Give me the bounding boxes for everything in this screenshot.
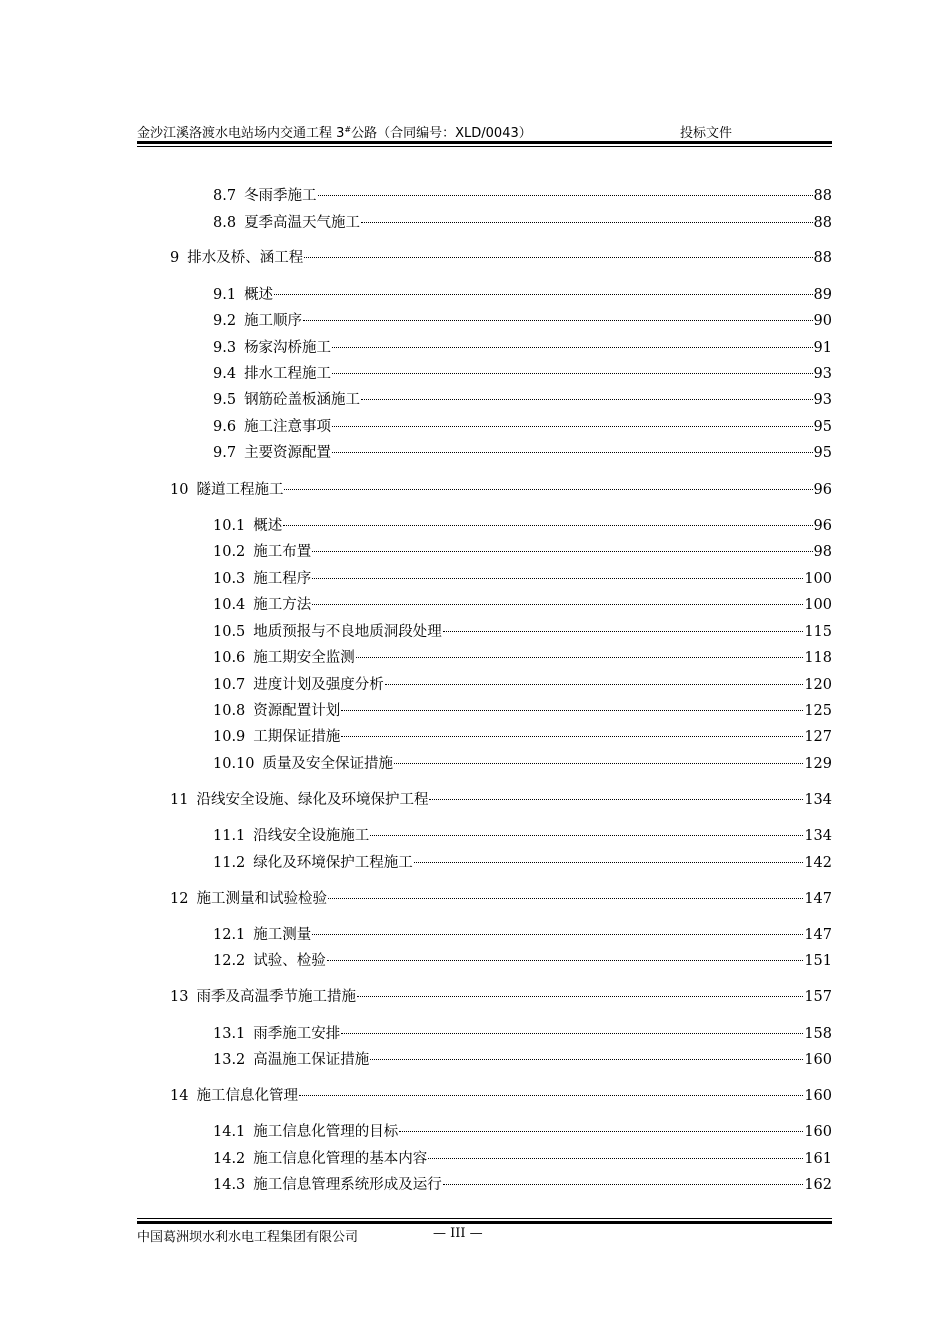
toc-entry-label: 施工信息化管理的目标 — [253, 1124, 399, 1140]
toc-entry-page: 147 — [804, 927, 832, 943]
toc-entry[interactable] — [213, 595, 832, 615]
toc-entry[interactable] — [213, 213, 832, 233]
toc-entry-page: 88 — [813, 215, 832, 231]
toc-dot-leader — [332, 426, 812, 427]
toc-entry-number: 14.2 — [213, 1151, 246, 1167]
header-title-prefix: 金沙江溪洛渡水电站场内交通工程 3 — [137, 126, 345, 141]
toc-entry-number: 14.3 — [213, 1177, 246, 1193]
toc-entry-page: 96 — [813, 482, 832, 498]
toc-entry[interactable] — [213, 338, 832, 358]
toc-entry-number: 9.5 — [213, 392, 237, 408]
toc-dot-leader — [312, 934, 803, 935]
toc-entry-page: 142 — [804, 855, 832, 871]
toc-entry-label: 雨季施工安排 — [253, 1026, 341, 1042]
toc-dot-leader — [312, 551, 812, 552]
toc-entry-number: 9.1 — [213, 287, 237, 303]
toc-entry-page: 89 — [813, 287, 832, 303]
toc-dot-leader — [429, 799, 803, 800]
toc-dot-leader — [327, 960, 804, 961]
toc-entry-page: 158 — [804, 1026, 832, 1042]
toc-dot-leader — [443, 1184, 804, 1185]
toc-entry-label: 钢筋砼盖板涵施工 — [244, 392, 361, 408]
toc-entry-page: 90 — [813, 313, 832, 329]
toc-entry-label: 冬雨季施工 — [244, 188, 317, 204]
toc-dot-leader — [304, 257, 812, 258]
toc-dot-leader — [341, 736, 803, 737]
toc-entry-number: 8.8 — [213, 215, 237, 231]
toc-entry[interactable] — [213, 826, 832, 846]
toc-dot-leader — [341, 710, 803, 711]
toc-dot-leader — [428, 1158, 803, 1159]
toc-entry[interactable] — [213, 516, 832, 536]
toc-entry[interactable] — [213, 727, 832, 747]
toc-entry-label: 施工布置 — [253, 544, 312, 560]
toc-entry-label: 主要资源配置 — [244, 445, 332, 461]
toc-entry-label: 杨家沟桥施工 — [244, 340, 332, 356]
toc-entry-page: 151 — [804, 953, 832, 969]
toc-entry-number: 14.1 — [213, 1124, 246, 1140]
toc-dot-leader — [414, 862, 804, 863]
toc-dot-leader — [274, 294, 812, 295]
footer-page-number: — III — — [433, 1226, 483, 1241]
toc-entry-number: 10.5 — [213, 624, 246, 640]
toc-entry[interactable] — [213, 925, 832, 945]
toc-entry-number: 9.7 — [213, 445, 237, 461]
toc-entry-number: 11 — [170, 792, 189, 808]
toc-entry-page: 160 — [804, 1124, 832, 1140]
toc-entry-label: 施工信息化管理的基本内容 — [253, 1151, 428, 1167]
toc-entry-page: 129 — [804, 756, 832, 772]
toc-entry-number: 10.8 — [213, 703, 246, 719]
toc-entry-page: 100 — [804, 597, 832, 613]
toc-dot-leader — [312, 578, 803, 579]
toc-entry-label: 沿线安全设施施工 — [253, 828, 370, 844]
toc-entry-number: 12.2 — [213, 953, 246, 969]
toc-entry-label: 施工测量 — [253, 927, 312, 943]
toc-entry[interactable] — [213, 417, 832, 437]
toc-entry-number: 10.2 — [213, 544, 246, 560]
toc-dot-leader — [299, 1095, 803, 1096]
page-footer — [137, 1226, 832, 1246]
toc-entry[interactable] — [213, 311, 832, 331]
toc-entry-label: 地质预报与不良地质洞段处理 — [253, 624, 442, 640]
toc-entry-page: 147 — [804, 891, 832, 907]
toc-entry-page: 134 — [804, 828, 832, 844]
toc-dot-leader — [443, 631, 804, 632]
toc-entry-number: 10.3 — [213, 571, 246, 587]
toc-entry-label: 沿线安全设施、绿化及环境保护工程 — [196, 792, 429, 808]
toc-entry-page: 98 — [813, 544, 832, 560]
toc-entry-page: 93 — [813, 366, 832, 382]
toc-entry-number: 10.6 — [213, 650, 246, 666]
toc-entry-number: 13.2 — [213, 1052, 246, 1068]
toc-entry[interactable] — [170, 790, 832, 810]
toc-entry[interactable] — [170, 889, 832, 909]
toc-entry[interactable] — [213, 754, 832, 774]
toc-entry-label: 工期保证措施 — [253, 729, 341, 745]
toc-entry[interactable] — [170, 248, 832, 268]
toc-entry-page: 160 — [804, 1052, 832, 1068]
toc-entry-number: 9 — [170, 250, 180, 266]
toc-entry-label: 试验、检验 — [253, 953, 326, 969]
toc-entry-label: 施工程序 — [253, 571, 312, 587]
toc-entry-number: 11.1 — [213, 828, 246, 844]
toc-entry-label: 进度计划及强度分析 — [253, 677, 384, 693]
header-title-superscript: # — [344, 125, 352, 134]
toc-entry-number: 13 — [170, 989, 189, 1005]
toc-entry-number: 9.4 — [213, 366, 237, 382]
header-doc-type: 投标文件 — [680, 126, 733, 141]
toc-entry-label: 施工测量和试验检验 — [196, 891, 327, 907]
toc-entry-label: 夏季高温天气施工 — [244, 215, 361, 231]
toc-entry[interactable] — [213, 951, 832, 971]
toc-entry-number: 12.1 — [213, 927, 246, 943]
toc-dot-leader — [356, 657, 804, 658]
toc-entry-label: 概述 — [253, 518, 283, 534]
toc-entry-number: 14 — [170, 1088, 189, 1104]
toc-entry-page: 95 — [813, 445, 832, 461]
toc-entry[interactable] — [213, 364, 832, 384]
toc-dot-leader — [399, 1131, 803, 1132]
footer-rule-thin — [137, 1218, 832, 1219]
toc-entry[interactable] — [170, 1086, 832, 1106]
toc-dot-leader — [361, 222, 812, 223]
toc-entry-label: 隧道工程施工 — [196, 482, 284, 498]
toc-entry-number: 10.1 — [213, 518, 246, 534]
toc-entry-page: 96 — [813, 518, 832, 534]
footer-rule-thick — [137, 1221, 832, 1224]
footer-company: 中国葛洲坝水利水电工程集团有限公司 — [137, 1230, 359, 1245]
toc-entry-page: 127 — [804, 729, 832, 745]
toc-dot-leader — [394, 763, 803, 764]
toc-entry-page: 115 — [804, 624, 832, 640]
toc-entry-page: 120 — [804, 677, 832, 693]
toc-entry-number: 13.1 — [213, 1026, 246, 1042]
toc-entry[interactable] — [213, 1050, 832, 1070]
toc-entry-number: 9.2 — [213, 313, 237, 329]
toc-entry-number: 9.6 — [213, 419, 237, 435]
toc-entry[interactable] — [213, 1122, 832, 1142]
toc-entry[interactable] — [213, 285, 832, 305]
toc-entry-label: 资源配置计划 — [253, 703, 341, 719]
toc-entry-page: 157 — [804, 989, 832, 1005]
toc-entry-page: 91 — [813, 340, 832, 356]
toc-dot-leader — [318, 195, 813, 196]
toc-entry-page: 134 — [804, 792, 832, 808]
toc-entry-number: 9.3 — [213, 340, 237, 356]
toc-entry-label: 排水及桥、涵工程 — [187, 250, 304, 266]
toc-entry-number: 10.10 — [213, 756, 255, 772]
toc-entry-label: 施工注意事项 — [244, 419, 332, 435]
toc-entry[interactable] — [213, 853, 832, 873]
toc-entry-page: 88 — [813, 188, 832, 204]
header-title-suffix: 公路（合同编号：XLD/0043） — [351, 126, 532, 141]
toc-entry-label: 施工信息化管理 — [196, 1088, 298, 1104]
toc-dot-leader — [370, 835, 803, 836]
toc-entry-number: 8.7 — [213, 188, 237, 204]
toc-entry[interactable] — [213, 1024, 832, 1044]
toc-entry-page: 93 — [813, 392, 832, 408]
toc-entry-label: 施工顺序 — [244, 313, 303, 329]
toc-entry-label: 雨季及高温季节施工措施 — [196, 989, 356, 1005]
toc-dot-leader — [283, 525, 812, 526]
toc-dot-leader — [303, 320, 812, 321]
toc-dot-leader — [357, 996, 803, 997]
toc-entry-label: 施工信息管理系统形成及运行 — [253, 1177, 442, 1193]
toc-entry-page: 125 — [804, 703, 832, 719]
toc-dot-leader — [385, 684, 804, 685]
toc-dot-leader — [332, 347, 812, 348]
toc-entry[interactable] — [213, 542, 832, 562]
toc-entry[interactable] — [213, 648, 832, 668]
toc-entry-page: 118 — [804, 650, 832, 666]
toc-entry-label: 绿化及环境保护工程施工 — [253, 855, 413, 871]
toc-entry-label: 概述 — [244, 287, 274, 303]
toc-dot-leader — [332, 452, 812, 453]
toc-entry-number: 10.7 — [213, 677, 246, 693]
toc-dot-leader — [328, 898, 803, 899]
toc-entry-label: 高温施工保证措施 — [253, 1052, 370, 1068]
toc-dot-leader — [341, 1033, 803, 1034]
toc-entry[interactable] — [213, 1149, 832, 1169]
toc-entry-page: 162 — [804, 1177, 832, 1193]
toc-entry[interactable] — [170, 480, 832, 500]
toc-entry-page: 100 — [804, 571, 832, 587]
toc-entry-label: 排水工程施工 — [244, 366, 332, 382]
toc-entry[interactable] — [213, 701, 832, 721]
toc-entry[interactable] — [213, 390, 832, 410]
toc-entry[interactable] — [213, 1175, 832, 1195]
toc-entry-number: 12 — [170, 891, 189, 907]
toc-dot-leader — [312, 604, 803, 605]
toc-dot-leader — [361, 399, 812, 400]
toc-entry[interactable] — [213, 186, 832, 206]
toc-dot-leader — [284, 489, 812, 490]
toc-entry-label: 施工方法 — [253, 597, 312, 613]
toc-entry[interactable] — [170, 987, 832, 1007]
toc-dot-leader — [370, 1059, 803, 1060]
toc-entry-number: 11.2 — [213, 855, 246, 871]
toc-entry-page: 160 — [804, 1088, 832, 1104]
toc-entry-number: 10.9 — [213, 729, 246, 745]
toc-entry-number: 10.4 — [213, 597, 246, 613]
toc-entry[interactable] — [213, 569, 832, 589]
toc-entry-page: 161 — [804, 1151, 832, 1167]
toc-entry-page: 95 — [813, 419, 832, 435]
toc-dot-leader — [332, 373, 812, 374]
toc-entry-number: 10 — [170, 482, 189, 498]
toc-entry[interactable] — [213, 443, 832, 463]
toc-entry[interactable] — [213, 675, 832, 695]
toc-entry-label: 施工期安全监测 — [253, 650, 355, 666]
toc-entry[interactable] — [213, 622, 832, 642]
toc-entry-page: 88 — [813, 250, 832, 266]
toc-entry-label: 质量及安全保证措施 — [262, 756, 394, 772]
